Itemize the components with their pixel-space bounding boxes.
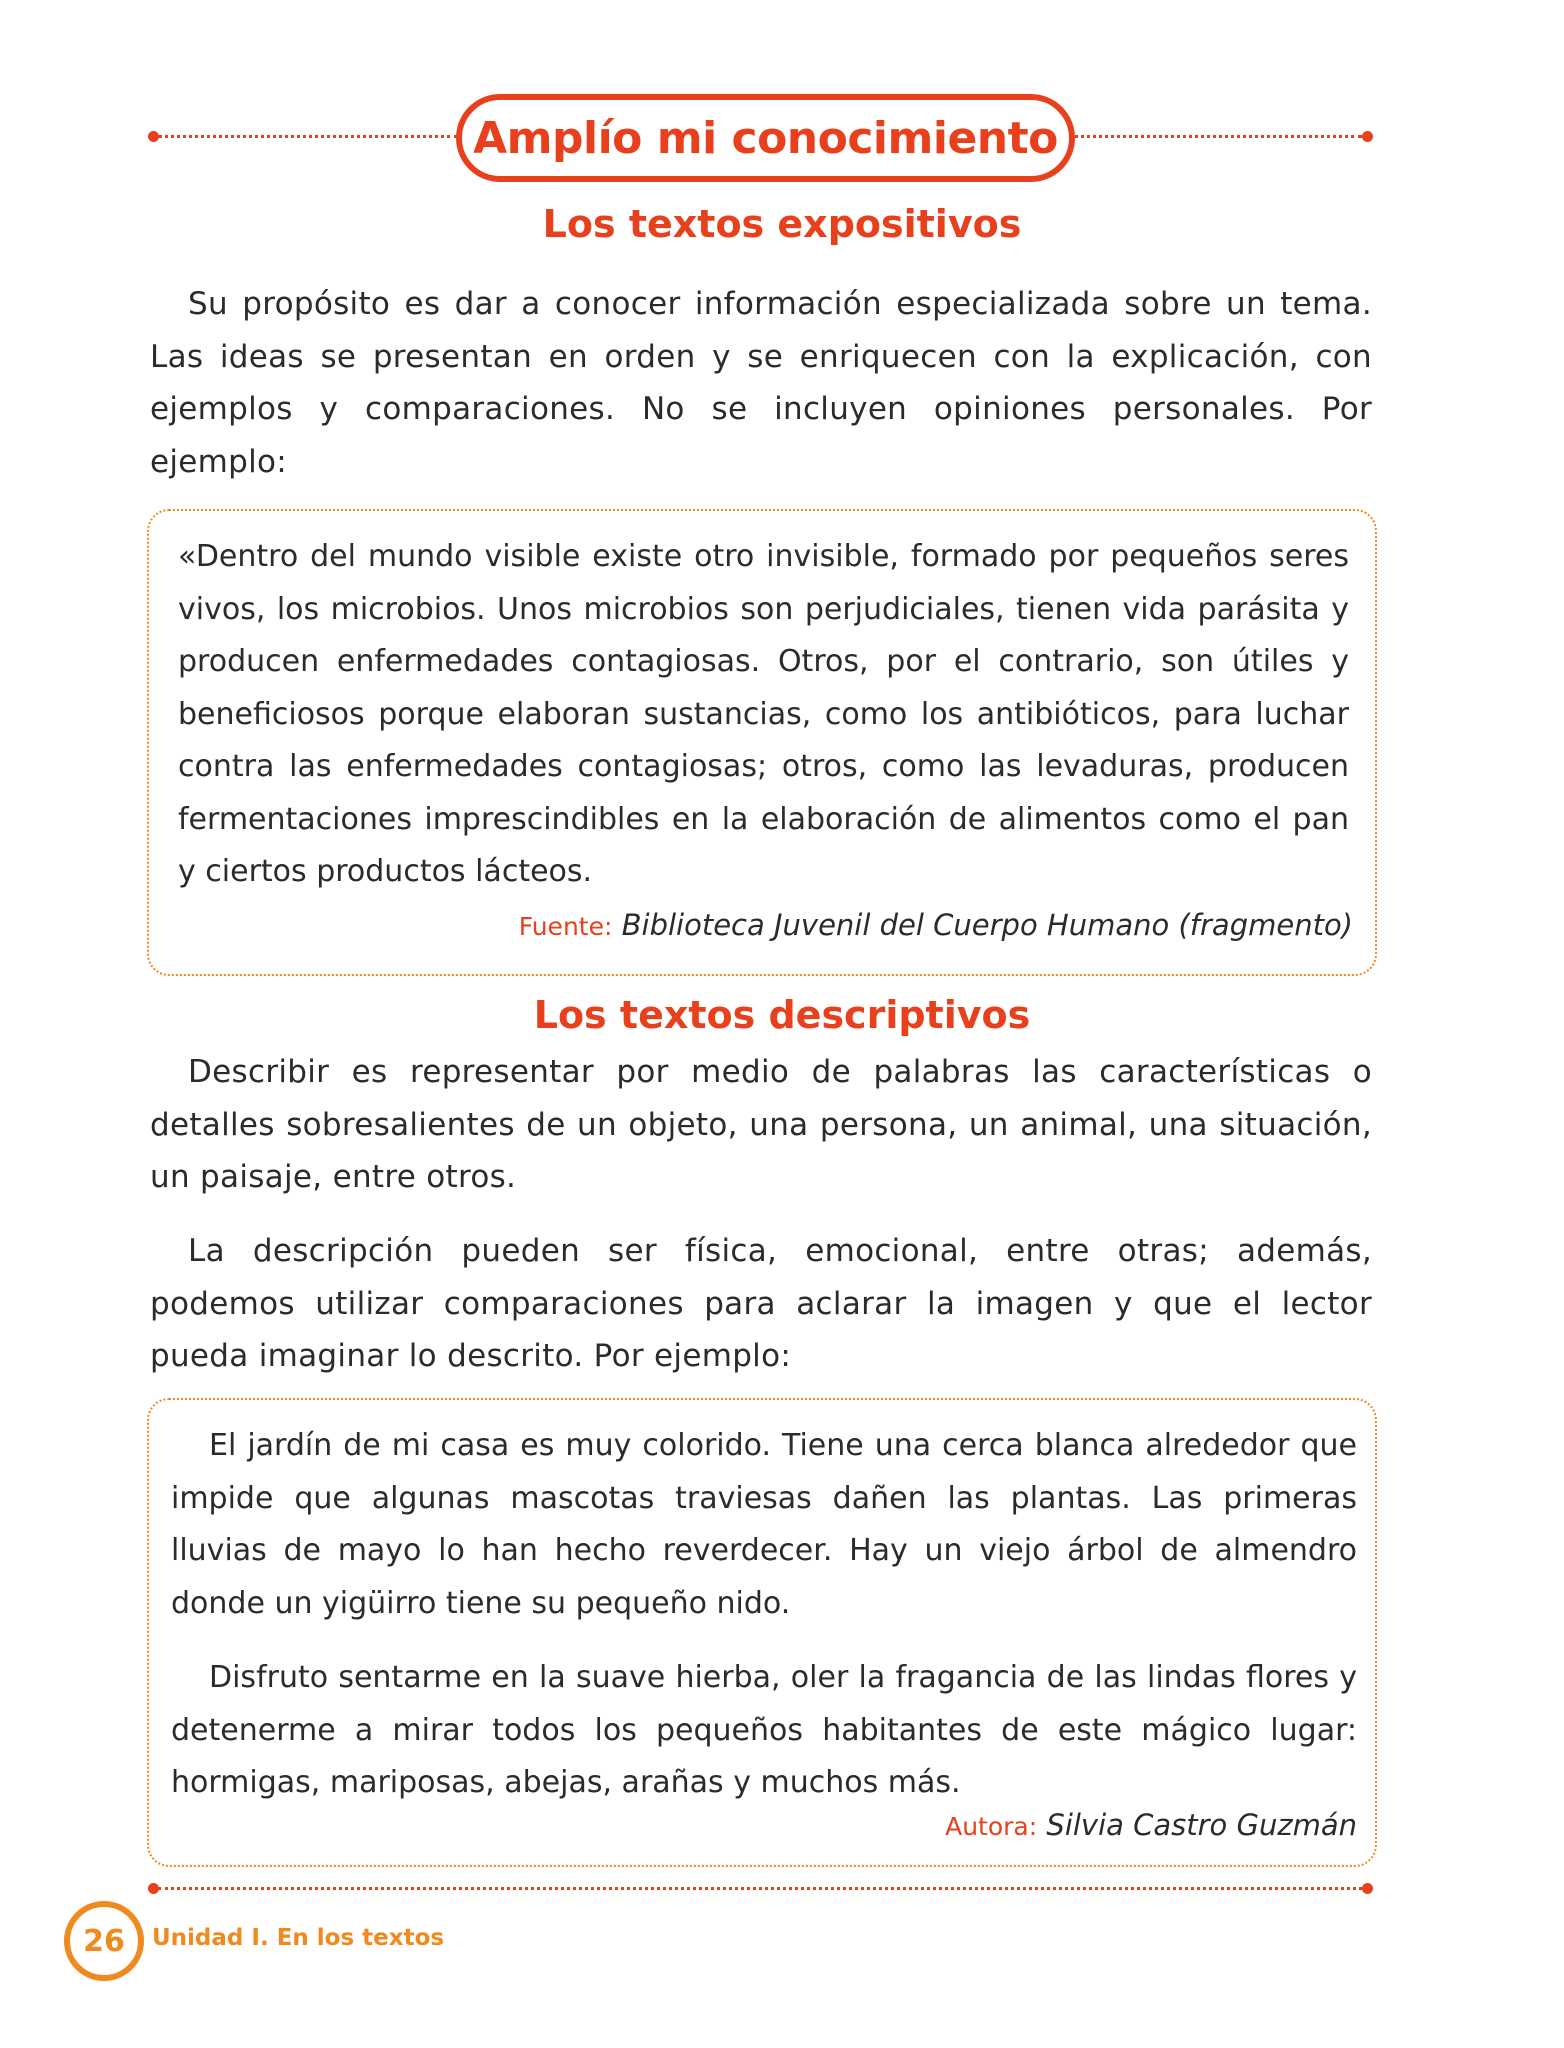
page-number: 26 [83, 1923, 125, 1959]
example-author [945, 1808, 1357, 1842]
author-name: Silvia Castro Guzmán [1046, 1808, 1357, 1842]
example-paragraph-2: Disfruto sentarme en la suave hierba, oler la fragancia de las lindas flores y detenerme a mirar todos los pequeños habitantes de este mágico lugar: hormigas, mariposas, abejas, arañas y muchos más. [171, 1660, 1357, 1800]
example-box-expositivo [147, 509, 1377, 976]
heading-descriptivos: Los textos descriptivos [533, 993, 1031, 1037]
footer-rule [158, 1887, 1362, 1890]
header-rule-left [158, 135, 458, 138]
paragraph-expositivos: Su propósito es dar a conocer información especializada sobre un tema. Las ideas se presentan en orden y se enriquecen con la explicación, con ejemplos y comparaciones. No se incluyen opiniones personales. Por ejemplo: [150, 286, 1372, 480]
author-label: Autora: [945, 1812, 1038, 1841]
example-text-expositivo: «Dentro del mundo visible existe otro invisible, formado por pequeños seres vivos, los microbios. Unos microbios son perjudiciales, tienen vida parásita y producen enfermedades contagiosas. Otros, por el contrario, son útiles y beneficiosos porque elaboran sustancias, como los antibióticos, para luchar contra las enfermedades contagiosas; otros, como las levaduras, producen fermentaciones imprescindibles en la elaboración de alimentos como el pan y ciertos productos lácteos. [178, 539, 1349, 889]
example-box-descriptivo [147, 1398, 1377, 1867]
paragraph-descriptivos-2: La descripción pueden ser física, emocional, entre otras; además, podemos utilizar comparaciones para aclarar la imagen y que el lector pueda imaginar lo descrito. Por ejemplo: [150, 1233, 1372, 1374]
source-title: Biblioteca Juvenil del Cuerpo Humano (fragmento) [621, 908, 1353, 942]
banner-title: Amplío mi conocimiento [473, 112, 1058, 164]
source-label: Fuente: [518, 912, 613, 941]
section-banner [456, 94, 1075, 182]
example-paragraph-1: El jardín de mi casa es muy colorido. Tiene una cerca blanca alrededor que impide que algunas mascotas traviesas dañen las plantas. Las primeras lluvias de mayo lo han hecho reverdecer. Hay un viejo árbol de almendro donde un yigüirro tiene su pequeño nido. [171, 1428, 1357, 1621]
header-rule-right [1062, 135, 1362, 138]
heading-expositivos: Los textos expositivos [542, 202, 1022, 246]
example-source [519, 908, 1353, 942]
unit-title: Unidad I. En los textos [152, 1925, 445, 1951]
rule-dot-right [1362, 131, 1373, 142]
footer-rule-dot-right [1362, 1883, 1373, 1894]
page-number-badge [64, 1901, 144, 1981]
paragraph-descriptivos-1: Describir es representar por medio de palabras las características o detalles sobresalientes de un objeto, una persona, un animal, una situación, un paisaje, entre otros. [150, 1054, 1372, 1195]
